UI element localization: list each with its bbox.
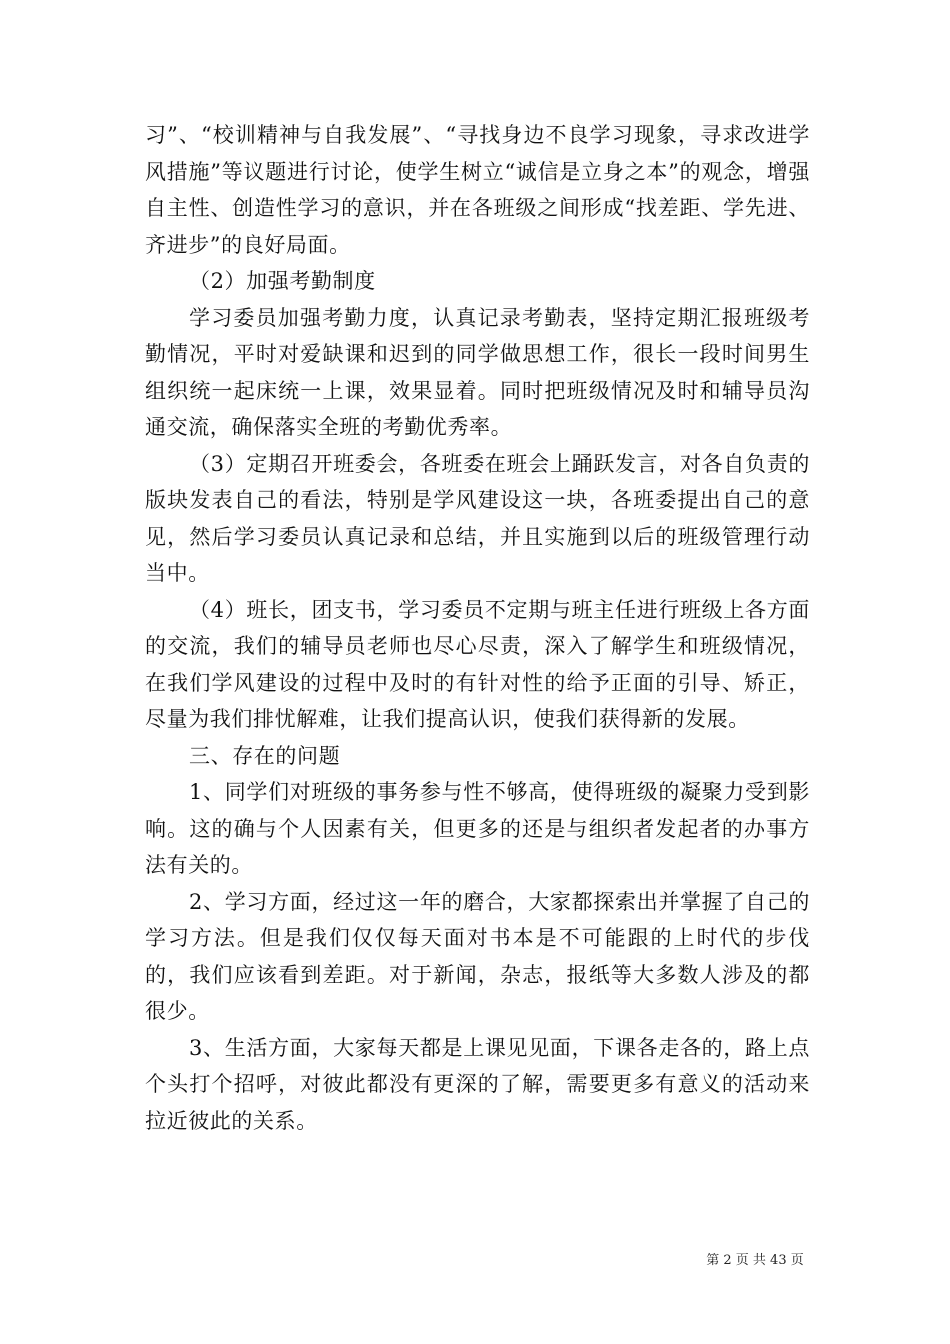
document-body [145,117,810,1139]
page-number-label: 第 2 页 共 43 页 [706,1253,804,1268]
subheading-attendance: （2）加强考勤制度 [189,269,376,293]
paragraph-4: （3）定期召开班委会，各班委在班会上踊跃发言，对各自负责的版块发表自己的看法，特别是学风建设这一块，各班委提出自己的意见，然后学习委员认真记录和总结，并且实施到以后的班级管理行动当中。 [145,451,810,585]
paragraph-9: 3、生活方面，大家每天都是上课见见面，下课各走各的，路上点个头打个招呼，对彼此都没有更深的了解，需要更多有意义的活动来拉近彼此的关系。 [145,1035,810,1133]
paragraph-1: 习”、“校训精神与自我发展”、“寻找身边不良学习现象，寻求改进学风措施”等议题进行讨论，使学生树立“诚信是立身之本”的观念，增强自主性、创造性学习的意识，并在各班级之间形成“找差距、学先进、齐进步”的良好局面。 [145,123,810,257]
paragraph-3: 学习委员加强考勤力度，认真记录考勤表，坚持定期汇报班级考勤情况，平时对爱缺课和迟到的同学做思想工作，很长一段时间男生组织统一起床统一上课，效果显着。同时把班级情况及时和辅导员沟通交流，确保落实全班的考勤优秀率。 [145,305,810,439]
paragraph-8: 2、学习方面，经过这一年的磨合，大家都探索出并掌握了自己的学习方法。但是我们仅仅每天面对书本是不可能跟的上时代的步伐的，我们应该看到差距。对于新闻，杂志，报纸等大多数人涉及的都很少。 [145,889,810,1023]
paragraph-7: 1、同学们对班级的事务参与性不够高，使得班级的凝聚力受到影响。这的确与个人因素有关，但更多的还是与组织者发起者的办事方法有关的。 [145,780,810,877]
page-footer [0,1249,950,1268]
section-heading-problems: 三、存在的问题 [189,743,341,768]
paragraph-5: （4）班长，团支书，学习委员不定期与班主任进行班级上各方面的交流，我们的辅导员老师也尽心尽责，深入了解学生和班级情况，在我们学风建设的过程中及时的有针对性的给予正面的引导、矫正，尽量为我们排忧解难，让我们提高认识，使我们获得新的发展。 [145,597,810,731]
